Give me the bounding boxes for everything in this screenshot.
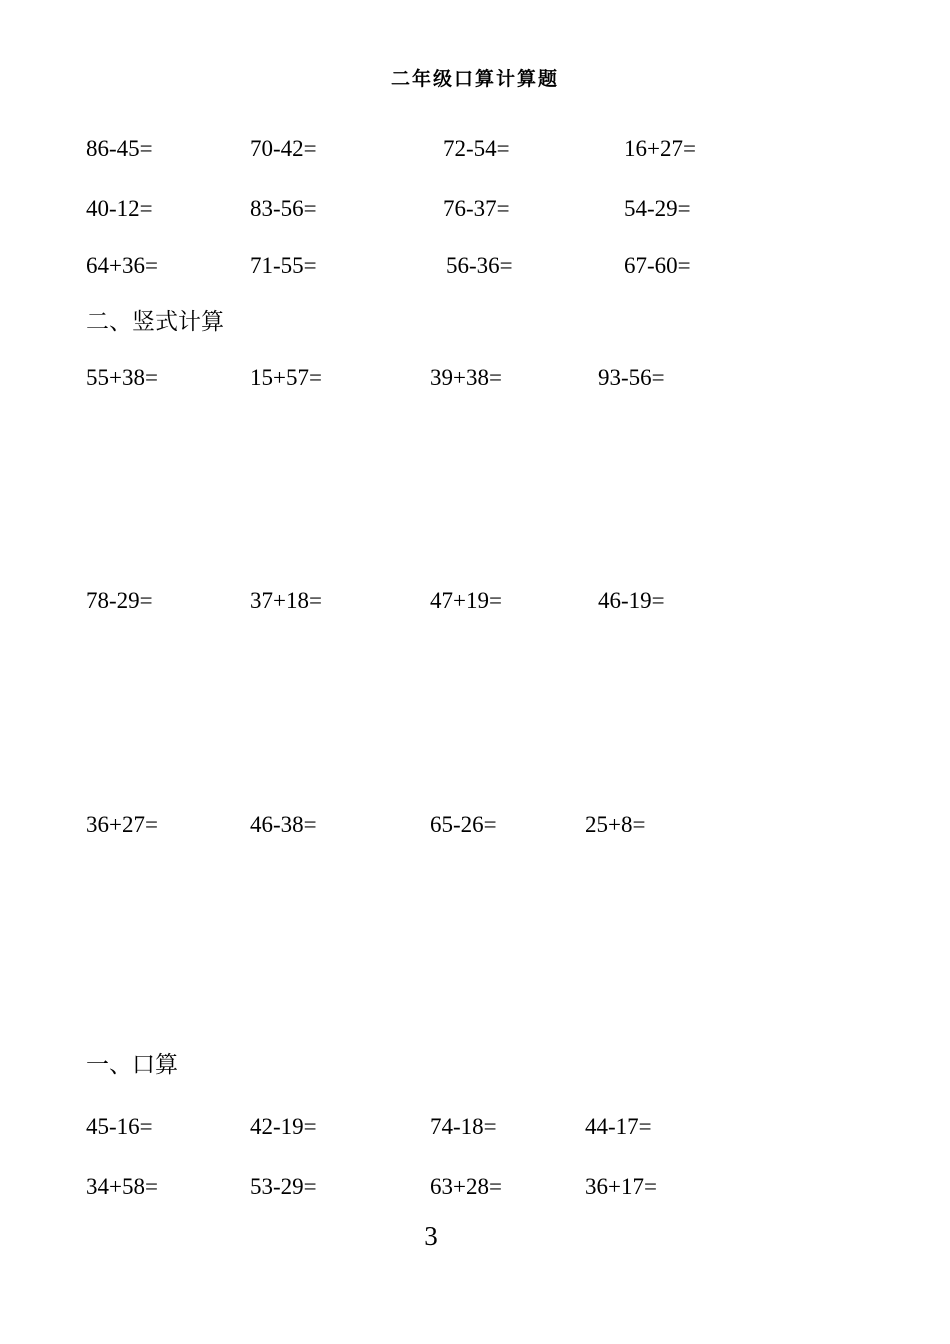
equation-row [0,194,950,224]
equation: 47+19= [430,588,502,613]
equation: 42-19= [250,1114,317,1139]
equation: 36+17= [585,1174,657,1199]
equation: 16+27= [624,136,696,161]
equation: 15+57= [250,365,322,390]
equation: 53-29= [250,1174,317,1199]
equation-row [0,810,950,840]
equation: 45-16= [86,1114,153,1139]
equation: 36+27= [86,812,158,837]
equation-row [0,1172,950,1202]
equation: 40-12= [86,196,153,221]
equation: 46-38= [250,812,317,837]
equation-row [0,251,950,281]
equation: 76-37= [443,196,510,221]
equation: 56-36= [446,253,513,278]
equation: 93-56= [598,365,665,390]
section-heading-vertical: 二、竖式计算 [86,309,224,335]
equation: 37+18= [250,588,322,613]
equation-row [0,134,950,164]
section-heading-oral: 一、口算 [86,1052,178,1078]
equation: 72-54= [443,136,510,161]
equation-row [0,586,950,616]
equation: 65-26= [430,812,497,837]
equation: 55+38= [86,365,158,390]
equation: 86-45= [86,136,153,161]
equation: 78-29= [86,588,153,613]
equation: 71-55= [250,253,317,278]
equation-row [0,363,950,393]
equation: 63+28= [430,1174,502,1199]
equation: 83-56= [250,196,317,221]
equation: 39+38= [430,365,502,390]
equation: 67-60= [624,253,691,278]
equation: 70-42= [250,136,317,161]
equation-row [0,1112,950,1142]
page-number: 3 [424,1221,438,1251]
equation: 64+36= [86,253,158,278]
equation: 25+8= [585,812,646,837]
equation: 74-18= [430,1114,497,1139]
equation: 54-29= [624,196,691,221]
page-title: 二年级口算计算题 [390,68,559,90]
equation: 46-19= [598,588,665,613]
equation: 44-17= [585,1114,652,1139]
equation: 34+58= [86,1174,158,1199]
